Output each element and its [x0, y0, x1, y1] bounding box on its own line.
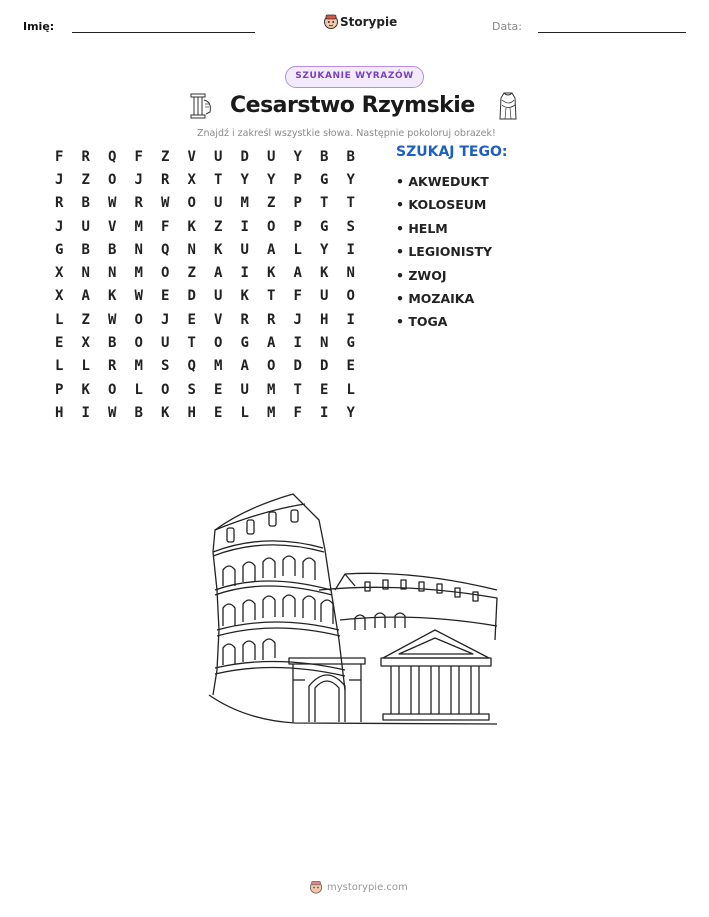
grid-letter: K: [320, 265, 329, 282]
grid-letter: G: [240, 335, 249, 352]
grid-letter: R: [55, 195, 64, 212]
grid-letter: D: [293, 358, 302, 375]
toga-icon: [496, 90, 520, 122]
grid-letter: K: [81, 381, 90, 398]
grid-letter: P: [293, 218, 302, 235]
grid-letter: F: [134, 148, 143, 165]
grid-letter: O: [161, 265, 170, 282]
grid-letter: A: [267, 335, 276, 352]
grid-letter: O: [267, 218, 276, 235]
grid-letter: E: [214, 381, 223, 398]
roman-column-scroll-icon: [188, 92, 214, 120]
grid-letter: U: [214, 195, 223, 212]
grid-letter: I: [346, 311, 355, 328]
grid-letter: B: [108, 241, 117, 258]
grid-letter: D: [187, 288, 196, 305]
word-list-item: • HELM: [396, 220, 448, 236]
grid-letter: U: [161, 335, 170, 352]
grid-letter: K: [267, 265, 276, 282]
grid-letter: X: [55, 288, 64, 305]
grid-letter: K: [108, 288, 117, 305]
grid-letter: O: [346, 288, 355, 305]
grid-letter: X: [187, 171, 196, 188]
grid-letter: M: [134, 358, 143, 375]
grid-letter: E: [161, 288, 170, 305]
grid-letter: F: [293, 404, 302, 421]
grid-letter: E: [55, 335, 64, 352]
grid-letter: H: [187, 404, 196, 421]
grid-letter: B: [108, 335, 117, 352]
grid-letter: S: [187, 381, 196, 398]
grid-letter: O: [134, 311, 143, 328]
grid-letter: Y: [240, 171, 249, 188]
grid-letter: L: [81, 358, 90, 375]
grid-letter: H: [320, 311, 329, 328]
grid-letter: O: [267, 358, 276, 375]
page-title: Cesarstwo Rzymskie: [230, 93, 475, 118]
grid-letter: Z: [267, 195, 276, 212]
grid-letter: A: [81, 288, 90, 305]
grid-letter: J: [134, 171, 143, 188]
grid-letter: G: [320, 218, 329, 235]
grid-letter: Z: [161, 148, 170, 165]
grid-letter: L: [346, 381, 355, 398]
grid-letter: T: [267, 288, 276, 305]
grid-letter: F: [161, 218, 170, 235]
grid-letter: W: [108, 404, 117, 421]
word-list-item: • TOGA: [396, 314, 448, 330]
grid-letter: Z: [187, 265, 196, 282]
grid-letter: V: [108, 218, 117, 235]
grid-letter: K: [214, 241, 223, 258]
grid-letter: L: [134, 381, 143, 398]
word-list-item: • KOLOSEUM: [396, 197, 487, 213]
grid-letter: A: [293, 265, 302, 282]
footer-site: mystorypie.com: [327, 882, 408, 893]
grid-letter: K: [161, 404, 170, 421]
grid-letter: Q: [161, 241, 170, 258]
activity-badge: SZUKANIE WYRAZÓW: [285, 66, 424, 88]
grid-letter: I: [320, 404, 329, 421]
grid-letter: J: [55, 171, 64, 188]
grid-letter: R: [108, 358, 117, 375]
grid-letter: V: [187, 148, 196, 165]
grid-letter: T: [320, 195, 329, 212]
grid-letter: H: [55, 404, 64, 421]
grid-letter: Y: [320, 241, 329, 258]
grid-letter: U: [240, 381, 249, 398]
grid-letter: M: [240, 195, 249, 212]
grid-letter: U: [320, 288, 329, 305]
grid-letter: L: [240, 404, 249, 421]
grid-letter: O: [108, 381, 117, 398]
grid-letter: D: [240, 148, 249, 165]
grid-letter: Y: [267, 171, 276, 188]
word-search-grid: [46, 145, 364, 425]
brand-name: Storypie: [340, 15, 398, 29]
grid-letter: U: [214, 148, 223, 165]
grid-letter: T: [214, 171, 223, 188]
grid-letter: P: [293, 195, 302, 212]
grid-letter: D: [320, 358, 329, 375]
grid-letter: Z: [81, 171, 90, 188]
grid-letter: R: [81, 148, 90, 165]
grid-letter: N: [346, 265, 355, 282]
grid-letter: U: [267, 148, 276, 165]
grid-letter: B: [346, 148, 355, 165]
grid-letter: B: [81, 241, 90, 258]
grid-letter: U: [81, 218, 90, 235]
grid-letter: R: [161, 171, 170, 188]
grid-letter: X: [81, 335, 90, 352]
grid-letter: W: [134, 288, 143, 305]
grid-letter: A: [267, 241, 276, 258]
grid-letter: J: [293, 311, 302, 328]
grid-letter: N: [320, 335, 329, 352]
word-list-item: • LEGIONISTY: [396, 244, 493, 260]
grid-letter: N: [134, 241, 143, 258]
word-list-item: • MOZAIKA: [396, 290, 475, 306]
storypie-mascot-icon: [309, 879, 323, 895]
grid-letter: E: [346, 358, 355, 375]
grid-letter: Y: [346, 404, 355, 421]
grid-letter: G: [55, 241, 64, 258]
grid-letter: L: [293, 241, 302, 258]
grid-letter: B: [320, 148, 329, 165]
grid-letter: G: [346, 335, 355, 352]
grid-letter: E: [214, 404, 223, 421]
grid-letter: K: [187, 218, 196, 235]
grid-letter: S: [161, 358, 170, 375]
grid-letter: R: [240, 311, 249, 328]
grid-letter: K: [240, 288, 249, 305]
word-list-heading: SZUKAJ TEGO:: [396, 144, 508, 160]
grid-letter: M: [267, 381, 276, 398]
grid-letter: P: [55, 381, 64, 398]
name-line: [72, 32, 255, 33]
word-list: [396, 144, 596, 334]
grid-letter: N: [187, 241, 196, 258]
grid-letter: M: [214, 358, 223, 375]
grid-letter: J: [55, 218, 64, 235]
grid-letter: P: [293, 171, 302, 188]
grid-letter: T: [293, 381, 302, 398]
grid-letter: F: [293, 288, 302, 305]
grid-letter: X: [55, 265, 64, 282]
grid-letter: I: [293, 335, 302, 352]
grid-letter: Q: [187, 358, 196, 375]
word-list-item: • AKWEDUKT: [396, 174, 489, 189]
grid-letter: N: [108, 265, 117, 282]
date-label: Data:: [492, 20, 522, 33]
grid-letter: B: [134, 404, 143, 421]
grid-letter: M: [134, 218, 143, 235]
grid-letter: O: [214, 335, 223, 352]
grid-letter: L: [55, 358, 64, 375]
grid-letter: V: [214, 311, 223, 328]
grid-letter: I: [81, 404, 90, 421]
grid-letter: R: [267, 311, 276, 328]
grid-letter: R: [134, 195, 143, 212]
grid-letter: I: [240, 265, 249, 282]
grid-letter: N: [81, 265, 90, 282]
grid-letter: J: [161, 311, 170, 328]
grid-letter: M: [267, 404, 276, 421]
date-line: [538, 32, 686, 33]
grid-letter: Z: [214, 218, 223, 235]
name-label: Imię:: [23, 20, 55, 33]
grid-letter: Y: [346, 171, 355, 188]
colosseum-illustration: [205, 490, 505, 728]
grid-letter: E: [187, 311, 196, 328]
instructions: Znajdź i zakreśl wszystkie słowa. Następnie pokoloruj obrazek!: [197, 128, 496, 139]
grid-letter: O: [187, 195, 196, 212]
grid-letter: Z: [81, 311, 90, 328]
grid-letter: G: [320, 171, 329, 188]
grid-letter: T: [346, 195, 355, 212]
grid-letter: E: [320, 381, 329, 398]
grid-letter: F: [55, 148, 64, 165]
grid-letter: W: [108, 311, 117, 328]
grid-letter: Q: [108, 148, 117, 165]
grid-letter: O: [108, 171, 117, 188]
grid-letter: S: [346, 218, 355, 235]
grid-letter: M: [134, 265, 143, 282]
grid-letter: U: [240, 241, 249, 258]
word-list-item: • ZWOJ: [396, 267, 447, 283]
grid-letter: L: [55, 311, 64, 328]
grid-letter: W: [161, 195, 170, 212]
grid-letter: B: [81, 195, 90, 212]
grid-letter: T: [187, 335, 196, 352]
grid-letter: O: [134, 335, 143, 352]
grid-letter: U: [214, 288, 223, 305]
grid-letter: Y: [293, 148, 302, 165]
storypie-mascot-icon: [323, 13, 339, 30]
grid-letter: A: [240, 358, 249, 375]
grid-letter: I: [240, 218, 249, 235]
grid-letter: O: [161, 381, 170, 398]
grid-letter: W: [108, 195, 117, 212]
grid-letter: I: [346, 241, 355, 258]
grid-letter: A: [214, 265, 223, 282]
